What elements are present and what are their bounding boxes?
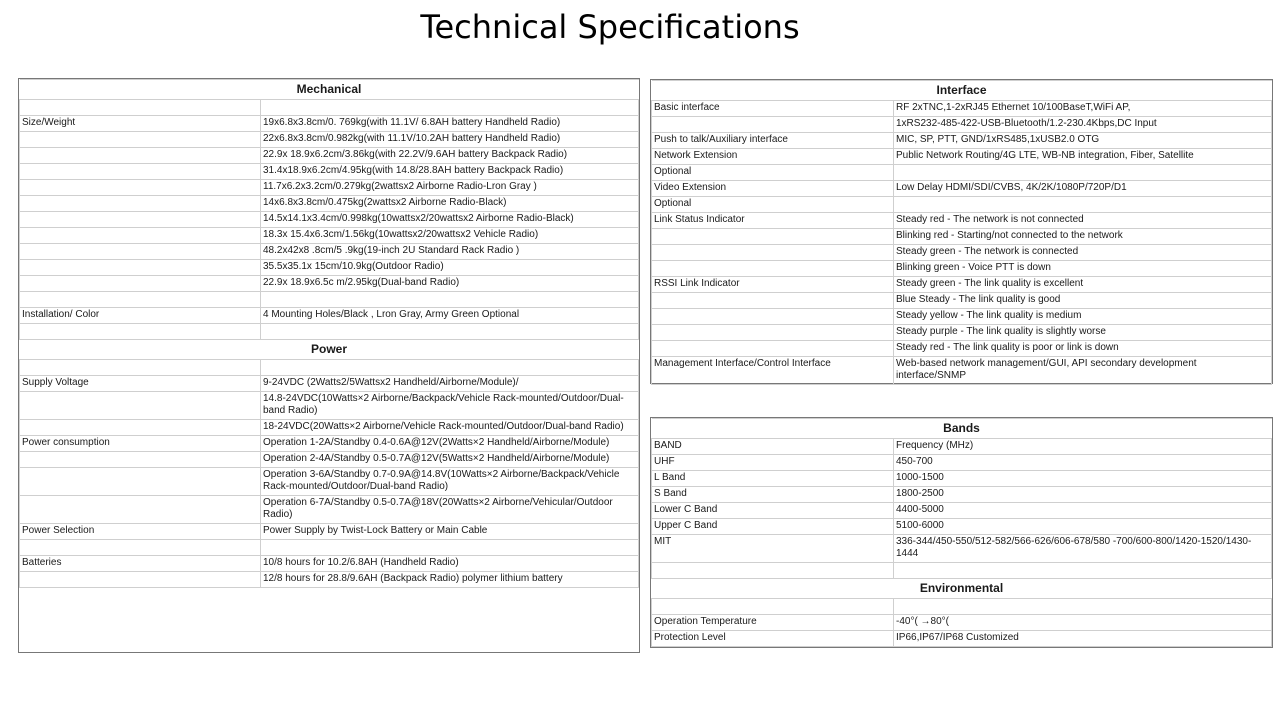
- size-value: 22.9x 18.9x6.2cm/3.86kg(with 22.2V/9.6AH battery Backpack Radio): [261, 148, 639, 164]
- consumption-value: Operation 6-7A/Standby 0.5-0.7A@18V(20Watts×2 Airborne/Vehicular/Outdoor Radio): [261, 496, 639, 524]
- size-value: 35.5x35.1x 15cm/10.9kg(Outdoor Radio): [261, 260, 639, 276]
- band-header: BAND: [652, 439, 894, 455]
- power-heading: Power: [20, 340, 639, 360]
- optional-label: Optional: [652, 197, 894, 213]
- bands-environmental-table: [650, 417, 1273, 648]
- environmental-heading: Environmental: [652, 579, 1272, 599]
- link-status-value: Steady red - The network is not connected: [894, 213, 1272, 229]
- video-extension-label: Video Extension: [652, 181, 894, 197]
- power-selection-label: Power Selection: [20, 524, 261, 540]
- band-frequency: 1800-2500: [894, 487, 1272, 503]
- band-name: Lower C Band: [652, 503, 894, 519]
- installation-value: 4 Mounting Holes/Black , Lron Gray, Army Green Optional: [261, 308, 639, 324]
- frequency-header: Frequency (MHz): [894, 439, 1272, 455]
- table-row: [652, 439, 1272, 455]
- supply-voltage-label: Supply Voltage: [20, 376, 261, 392]
- operation-temperature-value: -40°( →80°(: [894, 615, 1272, 631]
- video-extension-value: Low Delay HDMI/SDI/CVBS, 4K/2K/1080P/720P/D1: [894, 181, 1272, 197]
- supply-value: 18-24VDC(20Watts×2 Airborne/Vehicle Rack-mounted/Outdoor/Dual-band Radio): [261, 420, 639, 436]
- band-frequency: 4400-5000: [894, 503, 1272, 519]
- optional-label: Optional: [652, 165, 894, 181]
- band-name: S Band: [652, 487, 894, 503]
- bands-heading: Bands: [652, 419, 1272, 439]
- batteries-label: Batteries: [20, 556, 261, 572]
- table-row: [652, 503, 1272, 519]
- operation-temperature-label: Operation Temperature: [652, 615, 894, 631]
- ptt-value: MIC, SP, PTT, GND/1xRS485,1xUSB2.0 OTG: [894, 133, 1272, 149]
- ptt-label: Push to talk/Auxiliary interface: [652, 133, 894, 149]
- link-status-value: Blinking red - Starting/not connected to the network: [894, 229, 1272, 245]
- mechanical-power-table: [18, 78, 640, 653]
- rssi-value: Steady yellow - The link quality is medium: [894, 309, 1272, 325]
- table-row: [652, 471, 1272, 487]
- size-weight-label: Size/Weight: [20, 116, 261, 132]
- supply-value: 14.8-24VDC(10Watts×2 Airborne/Backpack/Vehicle Rack-mounted/Outdoor/Dual-band Radio): [261, 392, 639, 420]
- size-value: 48.2x42x8 .8cm/5 .9kg(19-inch 2U Standard Rack Radio ): [261, 244, 639, 260]
- band-frequency: 1000-1500: [894, 471, 1272, 487]
- table-row: [652, 535, 1272, 563]
- installation-label: Installation/ Color: [20, 308, 261, 324]
- band-frequency: 5100-6000: [894, 519, 1272, 535]
- rssi-value: Blue Steady - The link quality is good: [894, 293, 1272, 309]
- link-status-label: Link Status Indicator: [652, 213, 894, 229]
- size-value: 22x6.8x3.8cm/0.982kg(with 11.1V/10.2AH battery Handheld Radio): [261, 132, 639, 148]
- table-row: [652, 487, 1272, 503]
- network-extension-label: Network Extension: [652, 149, 894, 165]
- basic-interface-value: 1xRS232-485-422-USB-Bluetooth/1.2-230.4Kbps,DC Input: [894, 117, 1272, 133]
- protection-level-label: Protection Level: [652, 631, 894, 647]
- rssi-value: Steady purple - The link quality is slightly worse: [894, 325, 1272, 341]
- management-interface-label: Management Interface/Control Interface: [652, 357, 894, 385]
- link-status-value: Blinking green - Voice PTT is down: [894, 261, 1272, 277]
- page-title: Technical Specifications: [420, 8, 800, 46]
- table-row: [652, 455, 1272, 471]
- basic-interface-label: Basic interface: [652, 101, 894, 117]
- size-value: 11.7x6.2x3.2cm/0.279kg(2wattsx2 Airborne Radio-Lron Gray ): [261, 180, 639, 196]
- power-selection-value: Power Supply by Twist-Lock Battery or Main Cable: [261, 524, 639, 540]
- mechanical-heading: Mechanical: [20, 80, 639, 100]
- band-frequency: 450-700: [894, 455, 1272, 471]
- band-name: Upper C Band: [652, 519, 894, 535]
- interface-heading: Interface: [652, 81, 1272, 101]
- supply-value: 9-24VDC (2Watts2/5Wattsx2 Handheld/Airborne/Module)/: [261, 376, 639, 392]
- band-frequency: 336-344/450-550/512-582/566-626/606-678/580 -700/600-800/1420-1520/1430- 1444: [894, 535, 1272, 563]
- size-value: 14x6.8x3.8cm/0.475kg(2wattsx2 Airborne Radio-Black): [261, 196, 639, 212]
- basic-interface-value: RF 2xTNC,1-2xRJ45 Ethernet 10/100BaseT,WiFi AP,: [894, 101, 1272, 117]
- consumption-value: Operation 3-6A/Standby 0.7-0.9A@14.8V(10Watts×2 Airborne/Backpack/Vehicle Rack-mounted/Outdoor/Dual-band Radio): [261, 468, 639, 496]
- rssi-value: Steady red - The link quality is poor or link is down: [894, 341, 1272, 357]
- interface-table: [650, 79, 1273, 384]
- consumption-value: Operation 1-2A/Standby 0.4-0.6A@12V(2Watts×2 Handheld/Airborne/Module): [261, 436, 639, 452]
- network-extension-value: Public Network Routing/4G LTE, WB-NB integration, Fiber, Satellite: [894, 149, 1272, 165]
- band-name: UHF: [652, 455, 894, 471]
- rssi-value: Steady green - The link quality is excellent: [894, 277, 1272, 293]
- size-value: 14.5x14.1x3.4cm/0.998kg(10wattsx2/20wattsx2 Airborne Radio-Black): [261, 212, 639, 228]
- size-value: 18.3x 15.4x6.3cm/1.56kg(10wattsx2/20wattsx2 Vehicle Radio): [261, 228, 639, 244]
- size-value: 31.4x18.9x6.2cm/4.95kg(with 14.8/28.8AH battery Backpack Radio): [261, 164, 639, 180]
- rssi-label: RSSI Link Indicator: [652, 277, 894, 293]
- size-value: 22.9x 18.9x6.5c m/2.95kg(Dual-band Radio): [261, 276, 639, 292]
- band-name: MIT: [652, 535, 894, 563]
- battery-value: 12/8 hours for 28.8/9.6AH (Backpack Radio) polymer lithium battery: [261, 572, 639, 588]
- protection-level-value: IP66,IP67/IP68 Customized: [894, 631, 1272, 647]
- band-name: L Band: [652, 471, 894, 487]
- table-row: [652, 519, 1272, 535]
- management-interface-value: Web-based network management/GUI, API secondary development interface/SNMP: [894, 357, 1272, 385]
- size-value: 19x6.8x3.8cm/0. 769kg(with 11.1V/ 6.8AH battery Handheld Radio): [261, 116, 639, 132]
- consumption-value: Operation 2-4A/Standby 0.5-0.7A@12V(5Watts×2 Handheld/Airborne/Module): [261, 452, 639, 468]
- battery-value: 10/8 hours for 10.2/6.8AH (Handheld Radio): [261, 556, 639, 572]
- power-consumption-label: Power consumption: [20, 436, 261, 452]
- link-status-value: Steady green - The network is connected: [894, 245, 1272, 261]
